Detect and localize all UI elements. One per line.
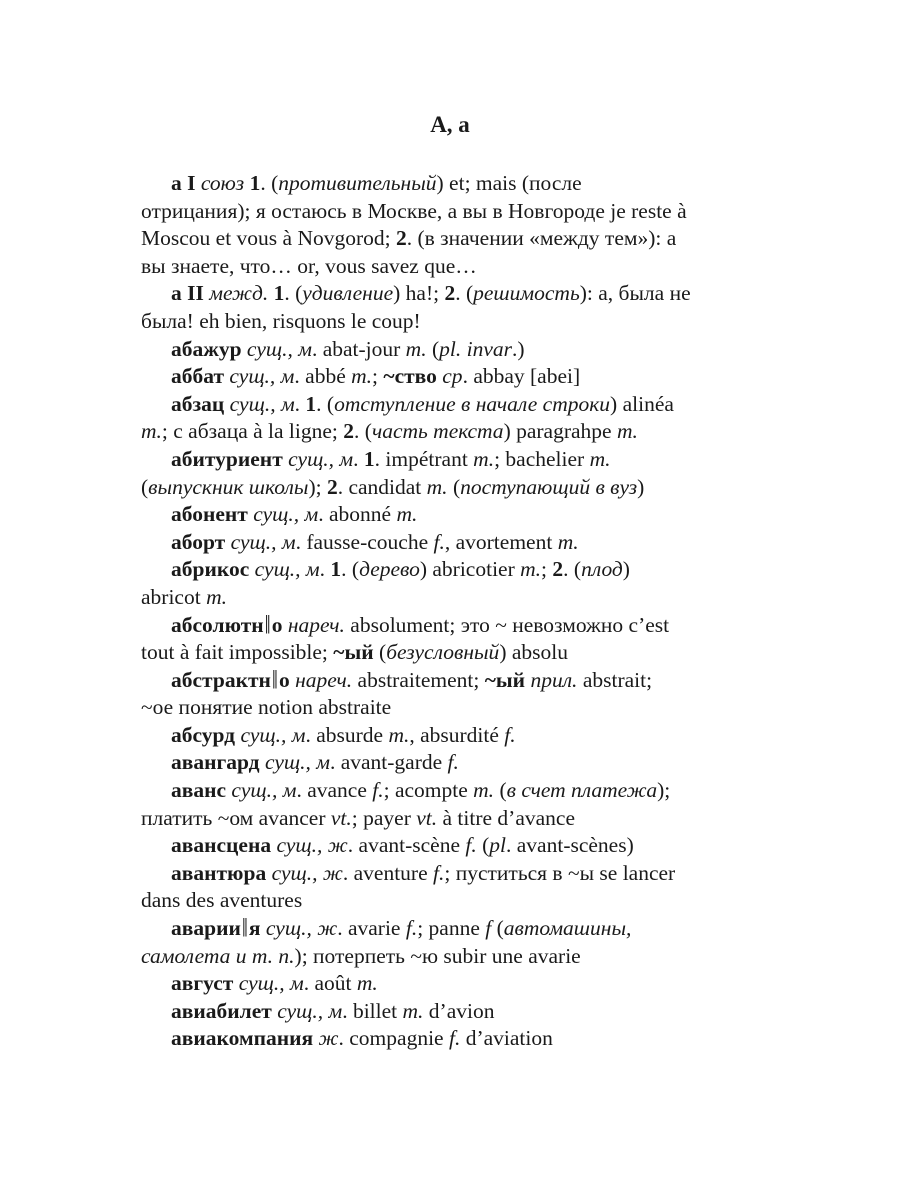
- bold-term: 1: [273, 281, 285, 306]
- definition-text: ) et; mais (после: [436, 171, 582, 195]
- headword: август: [171, 971, 234, 996]
- grammar-label: союз: [200, 171, 245, 195]
- definition-text: . avant-scène: [347, 833, 466, 858]
- bold-term: 2: [444, 281, 456, 306]
- entry-first-line: [141, 860, 781, 888]
- definition-text: . avant-garde: [329, 750, 448, 775]
- grammar-label: сущ., м: [229, 391, 295, 416]
- bold-term: ~ство: [383, 364, 437, 389]
- definition-text: tout à fait impossible;: [141, 640, 334, 665]
- definition-text: d’avion: [423, 998, 495, 1023]
- dictionary-entry: [141, 664, 781, 722]
- headword: абзац: [171, 391, 225, 416]
- bold-term: я: [248, 916, 261, 941]
- entry-first-line: [141, 446, 781, 474]
- entry-first-line: [141, 912, 781, 943]
- definition-text: ) alinéa: [610, 391, 674, 416]
- definition-text: , avortement: [444, 529, 558, 554]
- bold-term: 2: [343, 419, 355, 444]
- entry-continuation-line: [141, 253, 781, 281]
- grammar-label: сущ., м: [254, 557, 320, 582]
- entry-first-line: [141, 609, 781, 640]
- definition-text: absolument; это ~ невозможно c’est: [344, 612, 670, 637]
- definition-text: );: [657, 778, 671, 803]
- bold-term: 1: [305, 391, 317, 416]
- grammar-label: сущ., м: [240, 722, 306, 747]
- headword: аббат: [171, 364, 225, 389]
- definition-text: ~ое понятие notion abstraite: [141, 695, 392, 720]
- bold-term: 1: [363, 446, 375, 471]
- grammar-label: f.: [372, 778, 384, 803]
- entry-continuation-line: [141, 887, 781, 915]
- grammar-label: m.: [520, 557, 542, 582]
- grammar-label: отступление в начале строки: [334, 391, 611, 416]
- definition-text: ): [637, 474, 645, 499]
- entry-first-line: [141, 363, 781, 391]
- bold-term: 1: [330, 557, 342, 582]
- headword: абсолютн: [171, 612, 264, 637]
- definition-text: (: [494, 778, 507, 803]
- definition-text: à titre d’avance: [437, 805, 576, 830]
- dictionary-entry: [141, 609, 781, 667]
- grammar-label: сущ., м: [229, 364, 295, 389]
- grammar-label: m.: [396, 502, 418, 527]
- definition-text: . abat-jour: [311, 336, 406, 361]
- definition-text: . (: [455, 281, 474, 306]
- grammar-label: f: [485, 916, 492, 941]
- definition-text: ; пуститься в ~ы se lancer: [444, 860, 676, 885]
- definition-text: отрицания); я остаюсь в Москве, а вы в Новгороде je reste à: [141, 198, 687, 223]
- entry-first-line: [141, 1025, 781, 1053]
- grammar-label: f.: [433, 860, 445, 885]
- definition-text: была! eh bien, risquons le coup!: [141, 308, 421, 333]
- headword: а II: [171, 281, 204, 306]
- grammar-label: безусловный: [386, 640, 500, 665]
- definition-text: .: [353, 446, 364, 471]
- definition-text: ) absolu: [499, 640, 568, 665]
- dictionary-entry: [141, 777, 781, 832]
- definition-text: платить ~ом avancer: [141, 805, 331, 830]
- entry-first-line: [141, 170, 781, 198]
- definition-text: (: [476, 833, 490, 858]
- definition-text: . abonné: [318, 502, 397, 527]
- entry-first-line: [141, 336, 781, 364]
- definition-text: . billet: [342, 998, 403, 1023]
- stem-separator: ‖: [264, 609, 271, 640]
- definition-text: . (: [316, 391, 335, 416]
- grammar-label: m.: [356, 971, 378, 996]
- dictionary-entry: [141, 912, 781, 970]
- entry-first-line: [141, 280, 781, 308]
- grammar-label: сущ., м: [230, 529, 296, 554]
- entry-continuation-line: [141, 943, 781, 971]
- definition-text: , absurdité: [409, 722, 505, 747]
- definition-text: . impétrant: [374, 446, 474, 471]
- grammar-label: сущ., м: [264, 750, 330, 775]
- grammar-label: m.: [351, 364, 373, 389]
- definition-text: ) ha!;: [393, 281, 445, 306]
- entry-first-line: [141, 391, 781, 419]
- dictionary-entry: [141, 998, 781, 1026]
- dictionary-entry: [141, 1025, 781, 1053]
- grammar-label: прил.: [530, 667, 578, 692]
- grammar-label: сущ., ж: [271, 860, 343, 885]
- dictionary-entry: [141, 860, 781, 915]
- bold-term: 2: [396, 226, 407, 251]
- grammar-label: f.: [465, 833, 477, 858]
- entry-first-line: [141, 749, 781, 777]
- definition-text: abstrait;: [577, 667, 653, 692]
- dictionary-entry: [141, 391, 781, 446]
- definition-text: . abbay [abei]: [462, 364, 581, 389]
- grammar-label: m.: [402, 998, 424, 1023]
- grammar-label: в счет платежа: [506, 778, 658, 803]
- grammar-label: m.: [473, 446, 495, 471]
- definition-text: ; acompte: [383, 778, 474, 803]
- stem-separator: ‖: [241, 912, 248, 943]
- grammar-label: межд.: [209, 281, 269, 306]
- bold-term: о: [278, 667, 290, 692]
- headword: абитуриент: [171, 446, 283, 471]
- grammar-label: решимость: [473, 281, 580, 306]
- definition-text: ;: [372, 364, 384, 389]
- definition-text: ): [622, 557, 630, 582]
- bold-term: 2: [326, 474, 338, 499]
- grammar-label: m.: [557, 529, 579, 554]
- bold-term: 1: [249, 171, 261, 195]
- definition-text: ) paragrahpe: [503, 419, 617, 444]
- bold-term: о: [271, 612, 283, 637]
- entry-continuation-line: [141, 308, 781, 336]
- entry-continuation-line: [141, 225, 781, 253]
- grammar-label: сущ., м: [246, 336, 312, 361]
- definition-text: abricot: [141, 584, 207, 609]
- bold-term: 2: [552, 557, 564, 582]
- headword: аборт: [171, 529, 226, 554]
- grammar-label: сущ., ж: [276, 833, 348, 858]
- grammar-label: выпускник школы: [148, 474, 309, 499]
- stem-separator: ‖: [271, 664, 278, 695]
- definition-text: (: [141, 474, 149, 499]
- definition-text: ); потерпеть ~ю subir une avarie: [294, 943, 581, 968]
- grammar-label: f.: [447, 750, 459, 775]
- grammar-label: pl: [489, 833, 507, 858]
- headword: авансцена: [171, 833, 272, 858]
- grammar-label: сущ., м: [238, 971, 304, 996]
- bold-term: ~ый: [484, 667, 526, 692]
- grammar-label: ж: [318, 1026, 339, 1051]
- dictionary-entry: [141, 170, 781, 280]
- grammar-label: сущ., м: [231, 778, 297, 803]
- dictionary-entry: [141, 446, 781, 501]
- definition-text: . compagnie: [338, 1026, 449, 1051]
- entry-first-line: [141, 832, 781, 860]
- grammar-label: самолета и т. п.: [141, 943, 295, 968]
- definition-text: . (: [260, 171, 279, 195]
- dictionary-entry: [141, 970, 781, 998]
- definition-text: . aventure: [342, 860, 434, 885]
- bold-term: ~ый: [333, 640, 374, 665]
- entry-first-line: [141, 556, 781, 584]
- headword: абонент: [171, 502, 248, 527]
- entry-first-line: [141, 722, 781, 750]
- entry-continuation-line: [141, 584, 781, 612]
- definition-text: ) abricotier: [419, 557, 521, 582]
- grammar-label: m.: [388, 722, 410, 747]
- grammar-label: сущ., м: [288, 446, 354, 471]
- definition-text: . candidat: [337, 474, 427, 499]
- grammar-label: автомашины,: [503, 916, 632, 941]
- grammar-label: f.: [448, 1026, 461, 1051]
- dictionary-entry: [141, 280, 781, 335]
- grammar-label: нареч.: [287, 612, 345, 637]
- grammar-label: сущ., м: [277, 998, 343, 1023]
- entry-continuation-line: [141, 474, 781, 502]
- section-heading: А, а: [430, 112, 470, 137]
- grammar-label: противительный: [278, 171, 437, 195]
- headword: авантюра: [171, 860, 267, 885]
- grammar-label: плод: [581, 557, 623, 582]
- dictionary-entry: [141, 722, 781, 750]
- definition-text: . abbé: [294, 364, 352, 389]
- dictionary-entries: [141, 170, 781, 1053]
- definition-text: abstraitement;: [352, 667, 485, 692]
- grammar-label: удивление: [302, 281, 394, 306]
- definition-text: (: [373, 640, 387, 665]
- entry-first-line: [141, 970, 781, 998]
- dictionary-entry: [141, 336, 781, 364]
- definition-text: Moscou et vous à Novgorod;: [141, 226, 396, 251]
- definition-text: dans des aventures: [141, 888, 303, 913]
- definition-text: );: [308, 474, 327, 499]
- grammar-label: m.: [426, 474, 448, 499]
- entry-continuation-line: [141, 198, 781, 226]
- definition-text: ): а, была не: [579, 281, 691, 306]
- headword: аванс: [171, 778, 227, 803]
- definition-text: (: [426, 336, 440, 361]
- entry-first-line: [141, 777, 781, 805]
- entry-first-line: [141, 529, 781, 557]
- grammar-label: m.: [405, 336, 427, 361]
- definition-text: .: [294, 391, 306, 416]
- definition-text: . absurde: [305, 722, 389, 747]
- grammar-label: m.: [616, 419, 638, 444]
- definition-text: . avance: [296, 778, 373, 803]
- definition-text: ;: [541, 557, 553, 582]
- grammar-label: m.: [473, 778, 495, 803]
- entry-continuation-line: [141, 694, 781, 722]
- definition-text: ; bachelier: [494, 446, 590, 471]
- dictionary-entry: [141, 529, 781, 557]
- grammar-label: vt.: [330, 805, 352, 830]
- grammar-label: сущ., ж: [265, 916, 338, 941]
- grammar-label: m.: [141, 419, 162, 444]
- definition-text: .): [511, 336, 525, 361]
- grammar-label: f.: [504, 722, 516, 747]
- definition-text: . avarie: [337, 916, 406, 941]
- grammar-label: m.: [589, 446, 611, 471]
- grammar-label: vt.: [416, 805, 438, 830]
- grammar-label: f.: [405, 916, 418, 941]
- headword: а I: [171, 171, 196, 195]
- entry-continuation-line: [141, 639, 781, 667]
- definition-text: . avant-scènes): [506, 833, 634, 858]
- definition-text: .: [319, 557, 331, 582]
- entry-continuation-line: [141, 418, 781, 446]
- grammar-label: ср: [442, 364, 463, 389]
- dictionary-entry: [141, 363, 781, 391]
- headword: авангард: [171, 750, 260, 775]
- headword: абсурд: [171, 722, 236, 747]
- definition-text: вы знаете, что… or, vous savez que…: [141, 253, 477, 278]
- dictionary-entry: [141, 749, 781, 777]
- grammar-label: сущ., м: [253, 502, 319, 527]
- headword: абажур: [171, 336, 242, 361]
- definition-text: (: [447, 474, 461, 499]
- grammar-label: pl. invar: [439, 336, 512, 361]
- grammar-label: поступающий в вуз: [460, 474, 638, 499]
- grammar-label: m.: [206, 584, 227, 609]
- definition-text: ; payer: [351, 805, 417, 830]
- definition-text: . août: [303, 971, 357, 996]
- entry-first-line: [141, 998, 781, 1026]
- definition-text: . fausse-couche: [295, 529, 434, 554]
- grammar-label: дерево: [359, 557, 420, 582]
- definition-text: d’aviation: [460, 1026, 553, 1051]
- definition-text: . (: [341, 557, 360, 582]
- headword: авиабилет: [171, 998, 272, 1023]
- headword: аварии: [171, 916, 241, 941]
- entry-first-line: [141, 664, 781, 695]
- headword: авиакомпания: [171, 1026, 314, 1051]
- definition-text: . (: [354, 419, 372, 444]
- definition-text: ; с абзаца à la ligne;: [161, 419, 344, 444]
- definition-text: ; panne: [417, 916, 486, 941]
- definition-text: (: [491, 916, 504, 941]
- dictionary-entry: [141, 832, 781, 860]
- entry-continuation-line: [141, 805, 781, 833]
- grammar-label: f.: [433, 529, 445, 554]
- headword: абстрактн: [171, 667, 271, 692]
- definition-text: . (: [563, 557, 582, 582]
- definition-text: . (в значении «между тем»): а: [406, 226, 677, 251]
- dictionary-entry: [141, 556, 781, 611]
- grammar-label: нареч.: [295, 667, 353, 692]
- definition-text: . (: [284, 281, 303, 306]
- dictionary-entry: [141, 501, 781, 529]
- grammar-label: часть текста: [371, 419, 504, 444]
- entry-first-line: [141, 501, 781, 529]
- headword: абрикос: [171, 557, 250, 582]
